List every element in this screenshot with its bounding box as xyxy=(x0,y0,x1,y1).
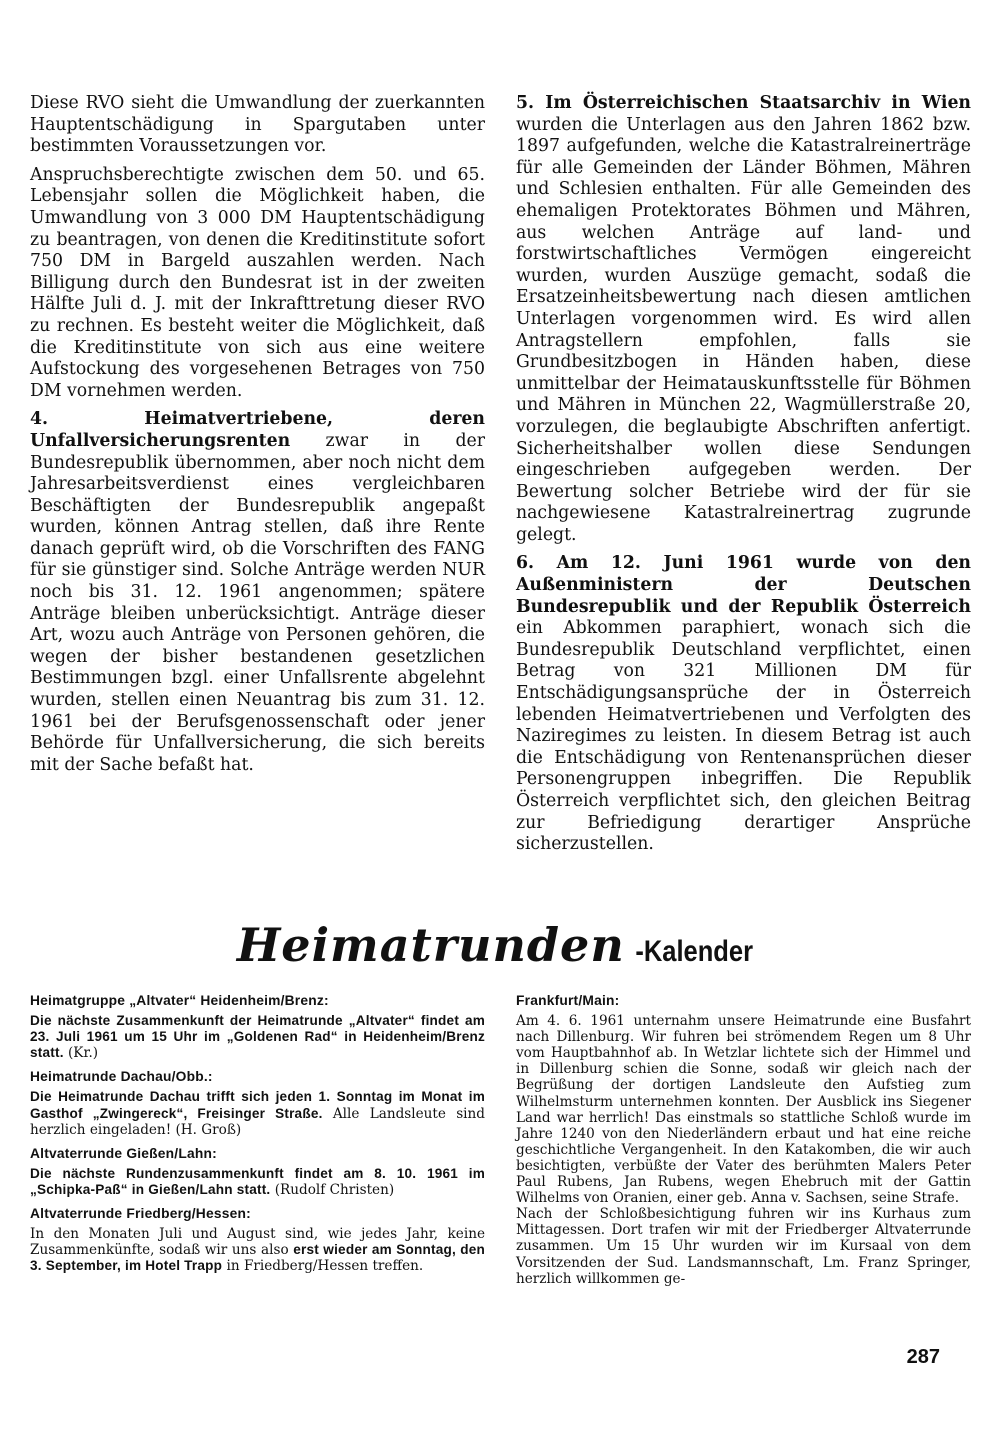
page-title xyxy=(0,918,1000,972)
report-frankfurt-p2: Nach der Schloßbesichtigung fuhren wir ins Kurhaus zum Mittagessen. Dort trafen wir mit der Friedberger Altvaterrunde zusammen. Um 15 Uhr wurden wir im Kursaal von dem Vorsitzenden der Sud. Landsmannschaft, Lm. Franz Springer, herzlich willkommen ge- xyxy=(516,1206,971,1287)
section-6-text: ein Abkommen paraphiert, wonach sich die Bundesrepublik Deutschland verpflichtet, einen Betrag von 321 Millionen DM für Entschädigungsansprüche der in Österreich lebenden Heimatvertriebenen und Verfolgten des Naziregimes zu leisten. In diesem Betrag ist auch die Entschädigung von Rentenansprüchen dieser Personengruppen inbegriffen. Die Republik Österreich verpflichtet sich, den gleichen Beitrag zur Befriedigung derartiger Ansprüche sicherzustellen. xyxy=(516,618,971,855)
report-frankfurt-p1: Am 4. 6. 1961 unternahm unsere Heimatrunde eine Busfahrt nach Dillenburg. Wir fuhren bei strömendem Regen um 8 Uhr vom Hauptbahnhof ab. In Wetzlar lichtete sich der Himmel und in Dillenburg schien die Sonne, sodaß wir gleich nach der Begrüßung der dortigen Landsleute den Aufstieg zum Wilhelmsturm unternehmen konnten. Der Ausblick ins Siegener Land war herrlich! Das einstmals so stattliche Schloß wurde im Jahre 1240 von den Niederländern erbaut und hat eine reiche geschichtliche Vergangenheit. In den Katakomben, die wir auch besichtigten, verbüßte der Vater des berühmten Malers Peter Paul Rubens, Jan Rubens, wegen Ehebruch mit der Gattin Wilhelms von Oranien, einer geb. Anna v. Sachsen, seine Strafe. xyxy=(516,1013,971,1207)
heading-heidenheim: Heimatgruppe „Altvater“ Heidenheim/Brenz: xyxy=(30,993,329,1008)
notice-heidenheim xyxy=(30,1013,485,1061)
paragraph-section-6 xyxy=(516,553,971,855)
notice-friedberg-text-2: in Friedberg/Hessen treffen. xyxy=(222,1258,424,1275)
notice-friedberg-text-1: In den Monaten Juli und August sind, wie jedes Jahr, keine Zusammenkünfte, sodaß wir uns also xyxy=(30,1226,485,1259)
heading-giessen: Altvaterrunde Gießen/Lahn: xyxy=(30,1145,217,1161)
heading-dachau: Heimatrunde Dachau/Obb.: xyxy=(30,1069,213,1085)
right-column-top xyxy=(516,93,971,863)
left-column-bottom xyxy=(30,993,485,1282)
right-column-bottom xyxy=(516,993,971,1287)
section-4-heading: 4. Heimatvertriebene, deren Unfallversicherungsrenten xyxy=(30,409,485,451)
left-column-top xyxy=(30,93,485,783)
section-4-text: zwar in der Bundesrepublik übernommen, aber noch nicht dem Jahresarbeitsverdienst eines vergleichbaren Beschäftigten der Bundesrepublik angepaßt wurden, können Antrag stellen, daß ihre Rente danach geprüft wird, ob die Vorschriften des FANG für sie günstiger sind. Solche Anträge werden NUR noch bis 31. 12. 1961 angenommen; spätere Anträge bleiben unberücksichtigt. Anträge dieser Art, wozu auch Anträge von Personen gehören, die wegen der bisher bestandenen gesetzlichen Bestimmungen bzgl. einer Unfallsrente abgelehnt wurden, stellen einen Neuantrag bis zum 31. 12. 1961 bei der Berufsgenossenschaft oder jener Behörde für Unfallversicherung, die sich bereits mit der Sache befaßt hat. xyxy=(30,430,485,775)
heading-friedberg: Altvaterrunde Friedberg/Hessen: xyxy=(30,1206,251,1222)
paragraph-anspruchsberechtigte: Anspruchsberechtigte zwischen dem 50. und 65. Lebensjahr sollen die Möglichkeit haben, die Umwandlung von 3 000 DM Hauptentschädigung zu beantragen, von denen die Kreditinstitute sofort 750 DM in Bargeld auszahlen werden. Nach Billigung durch den Bundesrat ist in der zweiten Hälfte Juli d. J. mit der Inkrafttretung dieser RVO zu rechnen. Es besteht weiter die Möglichkeit, daß die Kreditinstitute von sich aus eine weitere Aufstockung des vorgesehenen Betrages von 750 DM vornehmen werden. xyxy=(30,164,485,401)
title-heimatrunden: Heimatrunden xyxy=(236,918,625,972)
notice-heidenheim-text: (Kr.) xyxy=(63,1045,99,1062)
notice-giessen-text: (Rudolf Christen) xyxy=(270,1181,395,1198)
notice-friedberg xyxy=(30,1226,485,1274)
page-number: 287 xyxy=(906,1346,940,1368)
title-kalender: -Kalender xyxy=(635,935,753,968)
paragraph-rvo-intro: Diese RVO sieht die Umwandlung der zuerkannten Hauptentschädigung in Spargutaben unter bestimmten Voraussetzungen vor. xyxy=(30,93,485,157)
notice-dachau xyxy=(30,1089,485,1137)
paragraph-section-4 xyxy=(30,409,485,776)
section-5-heading: 5. Im Österreichischen Staatsarchiv in Wien xyxy=(516,93,971,113)
notice-friedberg-bold: erst wieder am Sonntag, den 3. September, im Hotel Trapp xyxy=(30,1242,486,1274)
section-5-text: wurden die Unterlagen aus den Jahren 1862 bzw. 1897 aufgefunden, welche die Katastralreinerträge für alle Gemeinden der Länder Böhmen, Mähren und Schlesien enthalten. Für alle Gemeinden des ehemaligen Protektorates Böhmen und Mähren, aus welchen Anträge auf land- und forstwirtschaftliches Vermögen eingereicht wurden, wurden Auszüge gemacht, sodaß die Ersatzeinheitsbewertung nach diesen amtlichen Unterlagen vorgenommen wird. Es wird allen Antragstellern empfohlen, falls sie Grundbesitzbogen in Händen haben, diese unmittelbar der Heimatauskunftsstelle für Böhmen und Mähren in München 22, Wagmüllerstraße 20, vorzulegen, die beglaubigte Abschriften anfertigt. Sicherheitshalber wollen diese Sendungen eingeschrieben aufgegeben werden. Der Bewertung solcher Betriebe wird der für sie nachgewiesene Katastralreinertrag zugrunde gelegt. xyxy=(516,114,971,545)
notice-heidenheim-bold: Die nächste Zusammenkunft der Heimatrunde „Altvater“ findet am 23. Juli 1961 um 15 Uhr im „Goldenen Rad“ in Heidenheim/Brenz statt. xyxy=(30,1013,485,1061)
heading-frankfurt: Frankfurt/Main: xyxy=(516,993,620,1008)
paragraph-section-5 xyxy=(516,93,971,546)
notice-giessen-bold: Die nächste Rundenzusammenkunft findet am 8. 10. 1961 im „Schipka-Paß“ in Gießen/Lahn statt. xyxy=(30,1165,485,1197)
notice-giessen xyxy=(30,1166,485,1198)
section-6-heading: 6. Am 12. Juni 1961 wurde von den Außenministern der Deutschen Bundesrepublik und der Republik Österreich xyxy=(516,553,971,617)
notice-dachau-text: Alle Landsleute sind herzlich eingeladen! (H. Groß) xyxy=(30,1105,485,1138)
notice-dachau-bold: Die Heimatrunde Dachau trifft sich jeden 1. Sonntag im Monat im Gasthof „Zwingereck“, Freisinger Straße. xyxy=(30,1089,485,1121)
